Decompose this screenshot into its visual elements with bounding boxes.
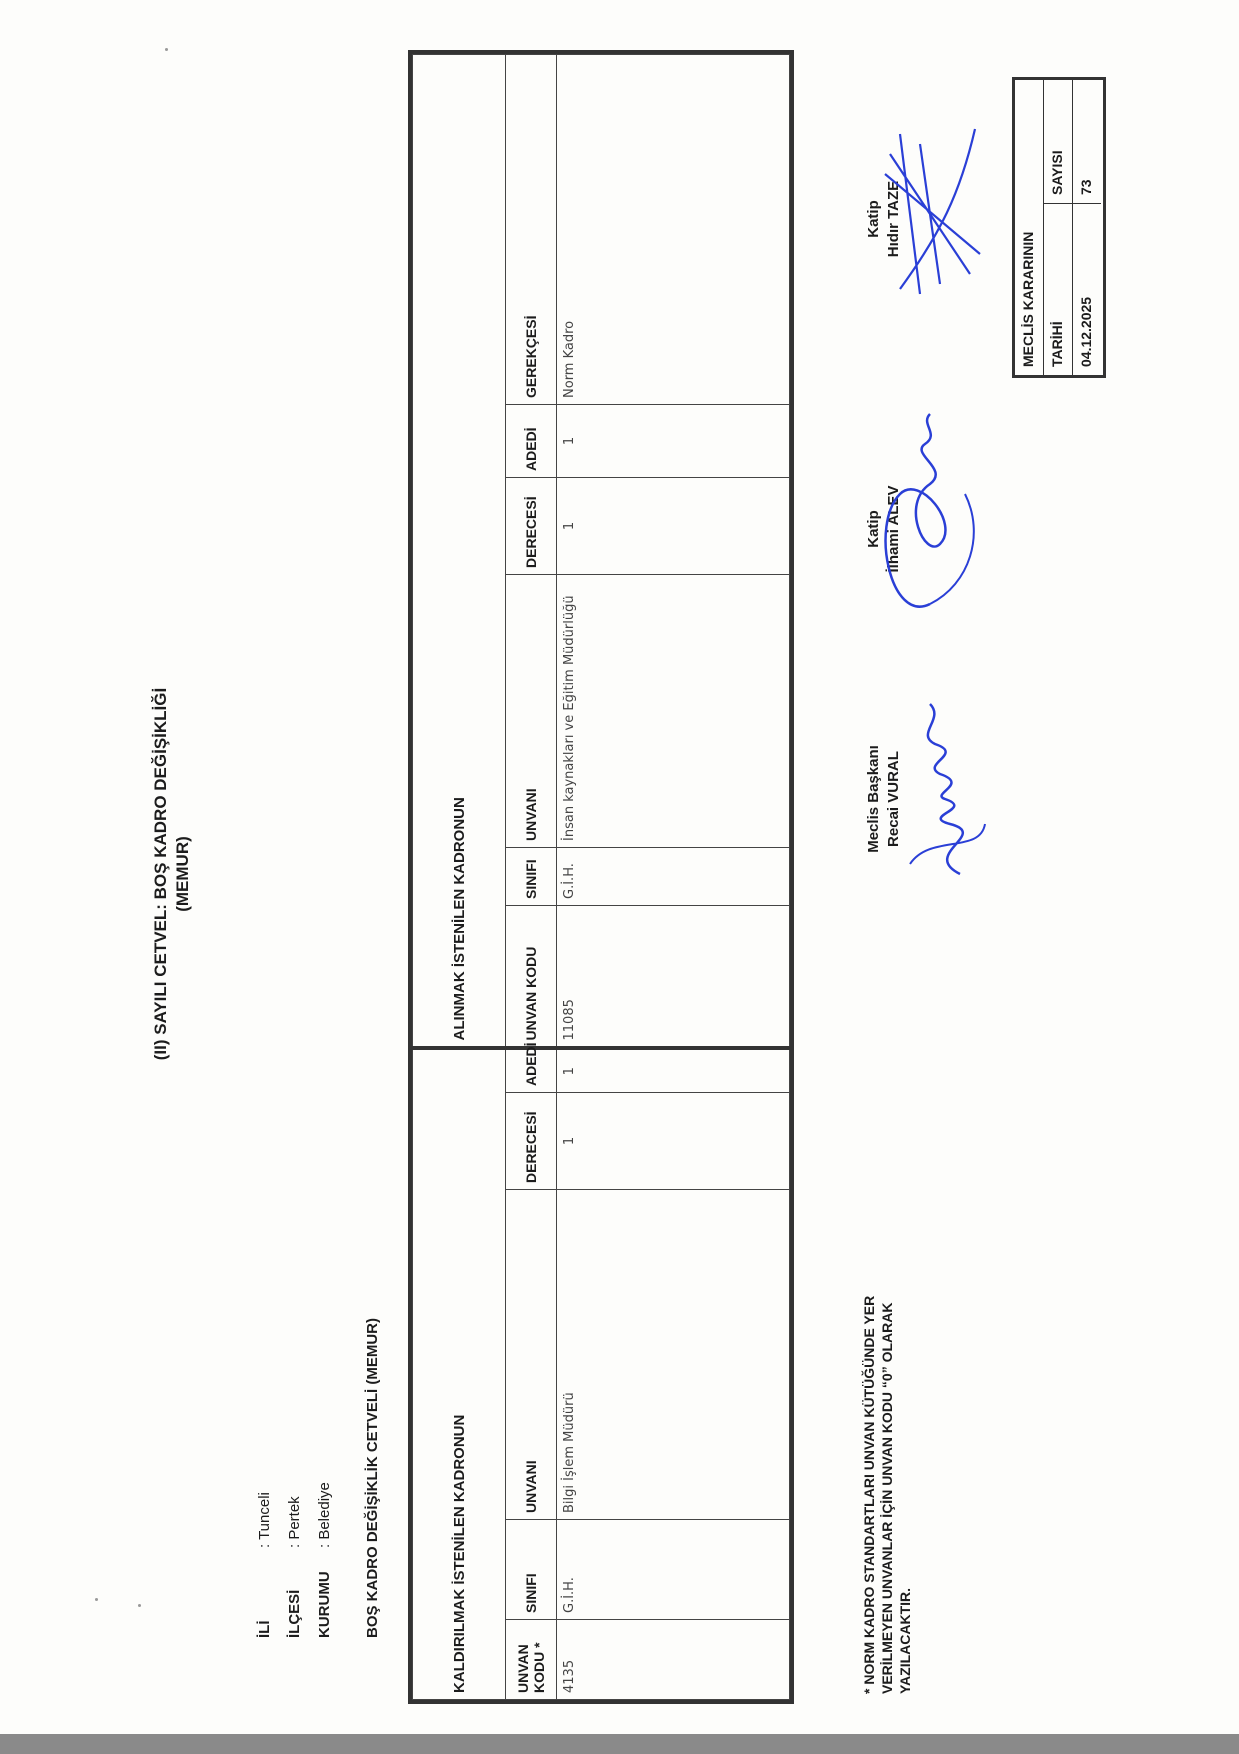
info-value: : Pertek [286, 1496, 303, 1548]
cell-added-code: 11085 [557, 905, 790, 1048]
cell-removed-code: 4135 [557, 1620, 790, 1700]
cell-added-class: G.İ.H. [557, 847, 790, 905]
info-label: İLÇESİ [286, 1589, 303, 1638]
info-row-ilce [280, 1482, 310, 1638]
decision-heading: MECLİS KARARININ [1020, 231, 1036, 367]
cell-removed-class: G.İ.H. [557, 1520, 790, 1620]
cell-removed-count: 1 [557, 1048, 790, 1092]
cell-removed-title: Bilgi İşlem Müdürü [557, 1190, 790, 1520]
col-header: UNVAN KODU * [506, 1620, 557, 1700]
col-header: SINIFI [506, 847, 557, 905]
col-header: ADEDİ [506, 1048, 557, 1092]
table-subtitle: BOŞ KADRO DEĞİŞİKLİK CETVELİ (MEMUR) [364, 1317, 381, 1638]
decision-heading-row [1015, 80, 1044, 375]
info-row-kurum [310, 1482, 340, 1638]
signer-role: Meclis Başkanı [865, 745, 882, 853]
col-header: SINIFI [506, 1520, 557, 1620]
signer-role: Katip [865, 510, 882, 548]
signature-clerk-1 [870, 404, 990, 644]
info-value: : Tunceli [256, 1492, 273, 1548]
decision-number: 73 [1078, 179, 1094, 195]
col-header: DERECESİ [506, 477, 557, 574]
info-label: KURUMU [316, 1571, 333, 1638]
cell-added-degree: 1 [557, 477, 790, 574]
col-header: GEREKÇESİ [506, 55, 557, 405]
signature-council-president [890, 694, 1000, 894]
cell-added-title: İnsan kaynakları ve Eğitim Müdürlüğü [557, 574, 790, 847]
info-block [250, 1482, 340, 1638]
col-header: ADEDİ [506, 404, 557, 477]
signer-name: İlhami ALEV [885, 485, 902, 573]
info-label: İLİ [256, 1620, 273, 1638]
removed-group-header: KALDIRILMAK İSTENİLEN KADRONUN [413, 1048, 506, 1699]
added-group-header: ALINMAK İSTENİLEN KADRONUN [413, 55, 506, 1049]
decision-date: 04.12.2025 [1073, 203, 1101, 375]
signer-name: Recai VURAL [885, 751, 902, 847]
decision-label-row [1044, 80, 1073, 375]
decision-value-row [1073, 80, 1101, 375]
decision-date-label: TARİHİ [1044, 203, 1072, 375]
table-row [557, 55, 790, 1700]
col-header: DERECESİ [506, 1093, 557, 1190]
council-decision-box [1012, 77, 1106, 378]
signature-clerk-2 [880, 114, 990, 314]
title-line-1: (II) SAYILI CETVEL: BOŞ KADRO DEĞİŞİKLİĞİ [151, 687, 170, 1061]
signer-name: Hıdır TAZE [885, 180, 902, 258]
signer-role: Katip [865, 200, 882, 238]
col-header: UNVAN KODU [506, 905, 557, 1048]
footnote: * NORM KADRO STANDARTLARI UNVAN KÜTÜĞÜNDE YER VERİLMEYEN UNVANLAR İÇİN UNVAN KODU “0” OLARAK YAZILACAKTIR. [861, 1295, 913, 1694]
cell-added-reason: Norm Kadro [557, 55, 790, 405]
decision-number-label: SAYISI [1049, 150, 1065, 195]
document-title [150, 494, 194, 1254]
cadre-change-table [408, 50, 794, 1704]
col-header: UNVANI [506, 1190, 557, 1520]
cell-added-count: 1 [557, 404, 790, 477]
info-value: : Belediye [316, 1482, 333, 1548]
title-line-2: (MEMUR) [173, 836, 192, 912]
info-row-il [250, 1482, 280, 1638]
cell-removed-degree: 1 [557, 1093, 790, 1190]
col-header: UNVANI [506, 574, 557, 847]
